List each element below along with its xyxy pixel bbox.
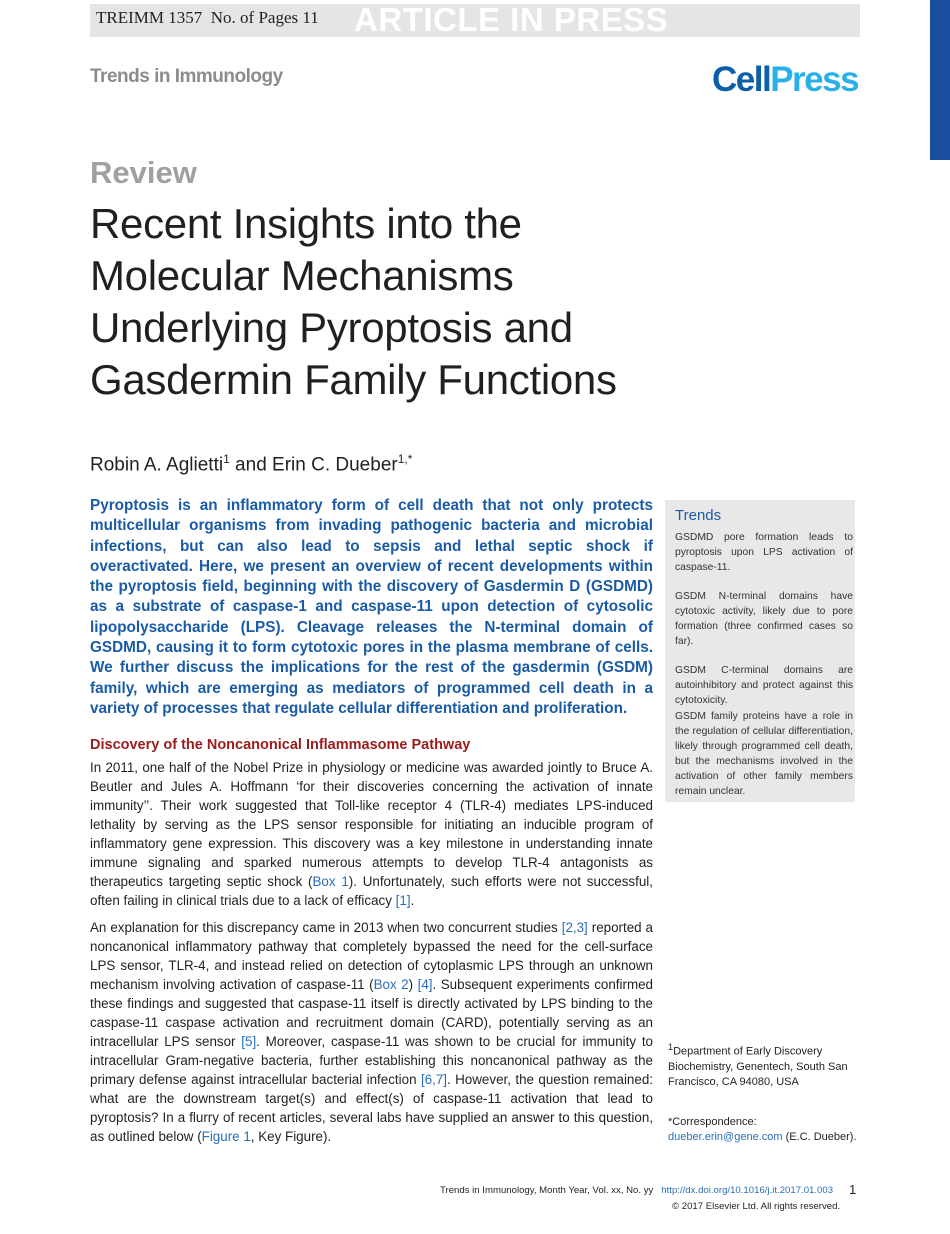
doi-link[interactable]: http://dx.doi.org/10.1016/j.it.2017.01.003 [661,1185,834,1196]
trends-item: GSDM N-terminal domains have cytotoxic activity, likely due to pore formation (three confirmed cases so far). [675,591,853,647]
abstract: Pyroptosis is an inflammatory form of cell death that not only protects multicellular organisms from invading pathogenic bacteria and microbial infections, but can also lead to sepsis and lethal septic shock if overactivated. Here, we present an overview of recent developments within the pyroptosis field, beginning with the discovery of Gasdermin D (GSDMD) as a substrate of caspase-1 and caspase-11 upon detection of cytosolic lipopolysaccharide (LPS). Cleavage releases the N-terminal domain of GSDMD, causing it to form cytotoxic pores in the plasma membrane of cells. We further discuss the implications for the rest of the gasdermin (GSDM) family, which are emerging as mediators of programmed cell death in a variety of processes that regulate cellular differentiation and proliferation. [90,497,653,717]
header-status: ARTICLE IN PRESS [354,1,669,38]
article-type: Review [90,155,197,190]
correspondence: *Correspondence: dueber.erin@gene.com (E.C. Dueber). [668,1116,857,1143]
reference-link[interactable]: [2,3] [561,920,588,935]
box-link[interactable]: Box 2 [373,977,409,992]
affiliation: $^1$Department of Early Discovery Biochemistry, Genentech, South San Francisco, CA 94080, USA [668,1042,848,1088]
section-heading: Discovery of the Noncanonical Inflammasome Pathway [90,737,471,753]
cellpress-logo: CellPress [712,60,859,99]
article-title: Recent Insights into the Molecular Mechanisms Underlying Pyroptosis and Gasdermin Family Functions [90,200,617,403]
footer-citation: Trends in Immunology, Month Year, Vol. xx, No. yy http://dx.doi.org/10.1016/j.it.2017.01.003 [440,1185,834,1196]
author-name: Robin A. Aglietti [90,454,224,476]
authors: Robin A. Aglietti$^1$ and Erin C. Dueber$^{1,*}$ [90,452,413,476]
body-paragraph: An explanation for this discrepancy came in 2013 when two concurrent studies [2,3] reported a noncanonical inflammatory pathway that completely bypassed the need for the cell-surface LPS sensor, TLR-4, and instead relied on detection of cytoplasmic LPS through an unknown mechanism involving activation of caspase-11 (Box 2) [4]. Subsequent experiments confirmed these findings and suggested that caspase-11 itself is directly activated by LPS binding to the caspase-11 caspase activation and recruitment domain (CARD), potentially serving as an intracellular LPS sensor [5]. Moreover, caspase-11 was shown to be crucial for immunity to intracellular Gram-negative bacteria, further establishing this noncanonical pathway as the primary defense against intracellular bacterial infection [6,7]. However, the question remained: what are the downstream target(s) and effect(s) of caspase-11 activation that lead to pyroptosis? In a flurry of recent articles, several labs have supplied an answer to this question, as outlined below (Figure 1, Key Figure). [90,920,654,1144]
reference-link[interactable]: [4] [417,977,433,992]
header-article-id: TREIMM 1357 No. of Pages 11 [96,8,319,27]
figure-link[interactable]: Figure 1 [201,1129,251,1144]
header-page-count: No. of Pages 11 [210,8,319,27]
box-link[interactable]: Box 1 [312,874,349,889]
trends-item: GSDMD pore formation leads to pyroptosis upon LPS activation of caspase-11. [675,532,853,573]
copyright: © 2017 Elsevier Ltd. All rights reserved. [672,1201,841,1212]
reference-link[interactable]: [1] [395,893,411,908]
page-number: 1 [849,1182,857,1197]
reference-link[interactable]: [5] [241,1034,257,1049]
body-paragraph: In 2011, one half of the Nobel Prize in physiology or medicine was awarded jointly to Bruce A. Beutler and Jules A. Hoffmann ‘for their discoveries concerning the activation of innate immunity’’. Their work suggested that Toll-like receptor 4 (TLR-4) mediates LPS-induced lethality by serving as the LPS sensor responsible for initiating an inducible program of inflammatory gene expression. This discovery was a key milestone in understanding innate immune signaling and sparked numerous attempts to develop TLR-4 antagonists as therapeutics targeting septic shock (Box 1). Unfortunately, such efforts were not successful, often failing in clinical trials due to a lack of efficacy [1]. [90,760,653,908]
email-link[interactable]: dueber.erin@gene.com [668,1131,783,1143]
reference-link[interactable]: [6,7] [420,1072,447,1087]
trends-item: GSDM C-terminal domains are autoinhibitory and protect against this cytotoxicity. [675,665,853,706]
trends-item: GSDM family proteins have a role in the regulation of cellular differentiation, likely through programmed cell death, but the mechanisms involved in the activation of other family members remain unclear. [675,711,853,797]
side-tab [930,0,950,160]
journal-name: Trends in Immunology [90,66,283,87]
trends-heading: Trends [675,507,722,524]
author-name: Erin C. Dueber [272,454,398,476]
